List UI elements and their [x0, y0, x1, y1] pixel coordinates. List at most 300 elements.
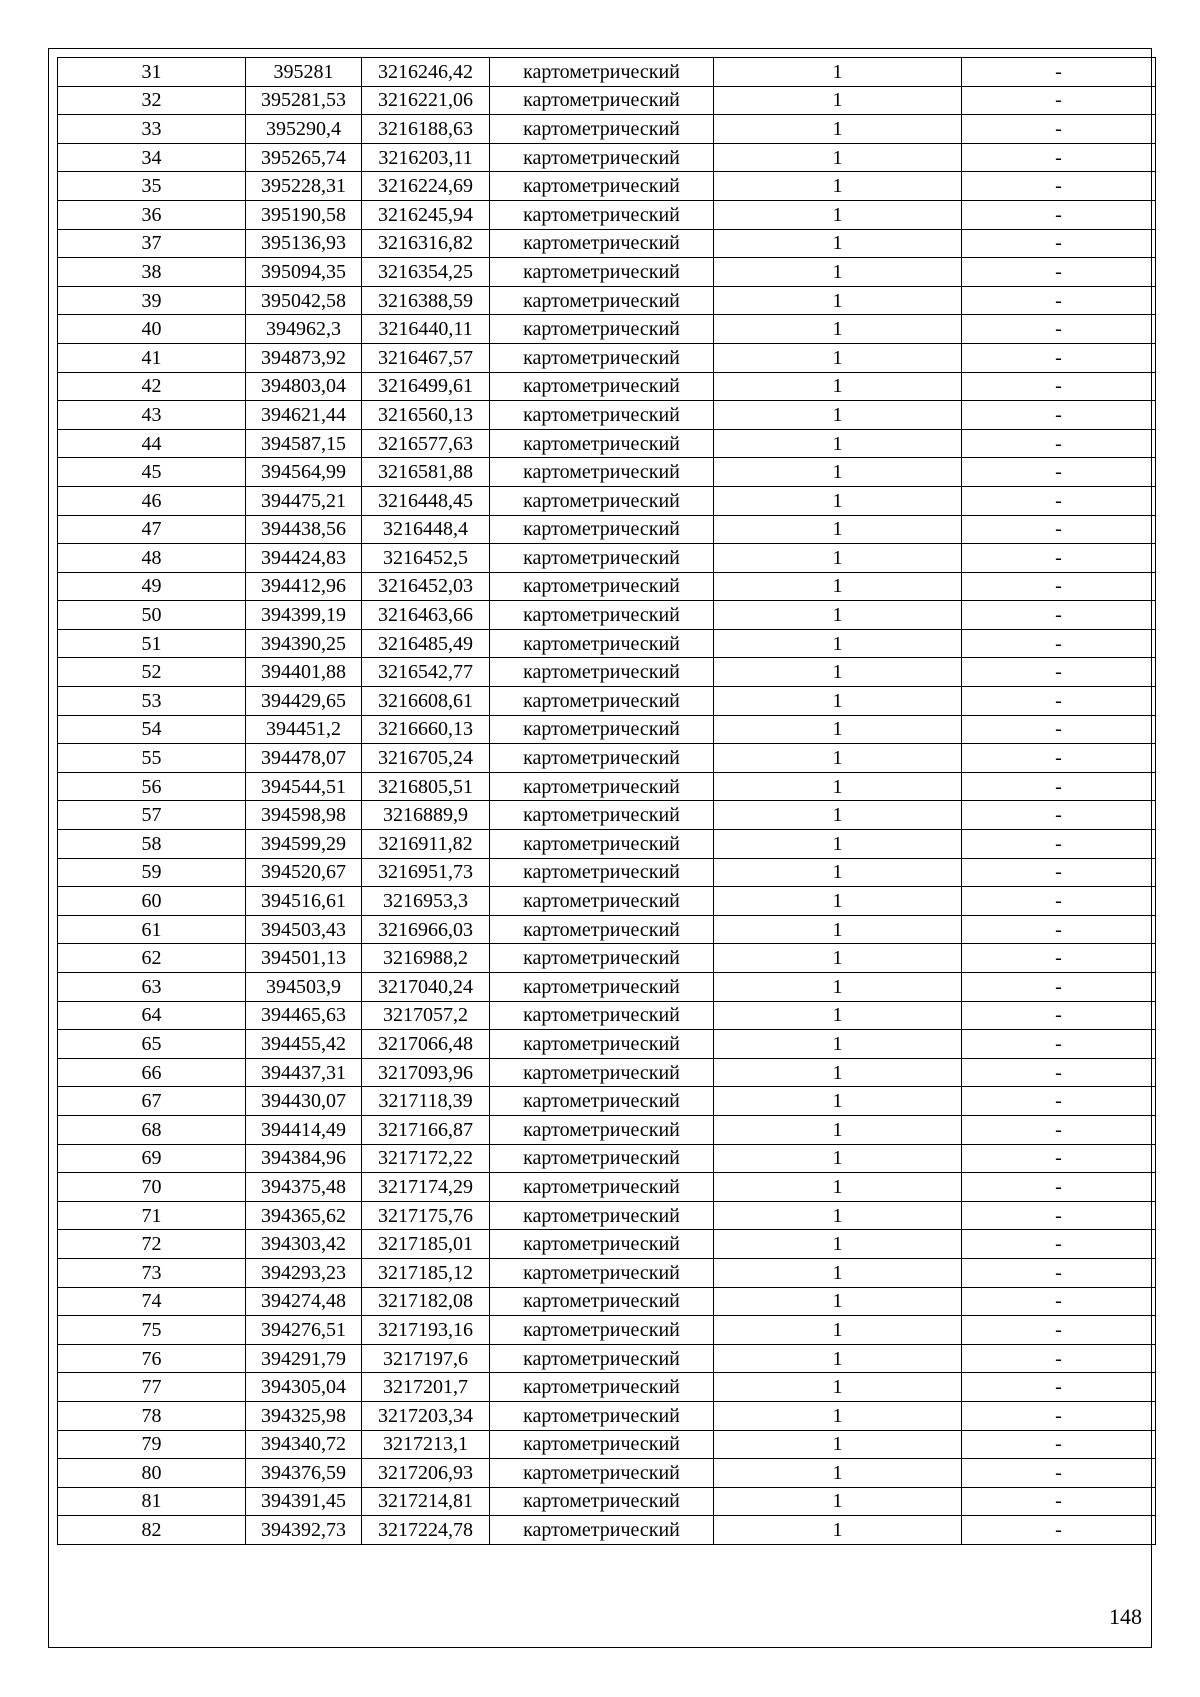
- precision-cell: 1: [714, 1430, 962, 1459]
- precision-cell: 1: [714, 915, 962, 944]
- y-coordinate-cell: 3216316,82: [362, 229, 490, 258]
- x-coordinate-cell: 394340,72: [246, 1430, 362, 1459]
- point-number-cell: 80: [58, 1459, 246, 1488]
- method-cell: картометрический: [490, 286, 714, 315]
- point-number-cell: 67: [58, 1087, 246, 1116]
- description-cell: -: [962, 944, 1156, 973]
- description-cell: -: [962, 1487, 1156, 1516]
- x-coordinate-cell: 395281,53: [246, 86, 362, 115]
- x-coordinate-cell: 394516,61: [246, 887, 362, 916]
- table-row: [58, 1173, 1156, 1202]
- precision-cell: 1: [714, 1459, 962, 1488]
- y-coordinate-cell: 3217174,29: [362, 1173, 490, 1202]
- x-coordinate-cell: 394430,07: [246, 1087, 362, 1116]
- description-cell: -: [962, 486, 1156, 515]
- precision-cell: 1: [714, 1058, 962, 1087]
- precision-cell: 1: [714, 1516, 962, 1545]
- x-coordinate-cell: 394414,49: [246, 1115, 362, 1144]
- description-cell: -: [962, 258, 1156, 287]
- point-number-cell: 38: [58, 258, 246, 287]
- table-row: [58, 887, 1156, 916]
- precision-cell: 1: [714, 1373, 962, 1402]
- point-number-cell: 71: [58, 1201, 246, 1230]
- description-cell: -: [962, 801, 1156, 830]
- table-row: [58, 343, 1156, 372]
- point-number-cell: 33: [58, 115, 246, 144]
- description-cell: -: [962, 1087, 1156, 1116]
- description-cell: -: [962, 1030, 1156, 1059]
- point-number-cell: 59: [58, 858, 246, 887]
- method-cell: картометрический: [490, 1144, 714, 1173]
- table-row: [58, 486, 1156, 515]
- description-cell: -: [962, 858, 1156, 887]
- table-row: [58, 315, 1156, 344]
- y-coordinate-cell: 3217214,81: [362, 1487, 490, 1516]
- y-coordinate-cell: 3217182,08: [362, 1287, 490, 1316]
- method-cell: картометрический: [490, 86, 714, 115]
- table-row: [58, 1201, 1156, 1230]
- description-cell: -: [962, 143, 1156, 172]
- description-cell: -: [962, 515, 1156, 544]
- method-cell: картометрический: [490, 744, 714, 773]
- y-coordinate-cell: 3216463,66: [362, 601, 490, 630]
- x-coordinate-cell: 394503,9: [246, 973, 362, 1002]
- x-coordinate-cell: 394424,83: [246, 544, 362, 573]
- x-coordinate-cell: 394376,59: [246, 1459, 362, 1488]
- y-coordinate-cell: 3217175,76: [362, 1201, 490, 1230]
- y-coordinate-cell: 3217040,24: [362, 973, 490, 1002]
- point-number-cell: 35: [58, 172, 246, 201]
- table-row: [58, 200, 1156, 229]
- precision-cell: 1: [714, 143, 962, 172]
- precision-cell: 1: [714, 1001, 962, 1030]
- point-number-cell: 66: [58, 1058, 246, 1087]
- point-number-cell: 68: [58, 1115, 246, 1144]
- table-row: [58, 858, 1156, 887]
- description-cell: -: [962, 887, 1156, 916]
- table-row: [58, 58, 1156, 87]
- method-cell: картометрический: [490, 1373, 714, 1402]
- method-cell: картометрический: [490, 801, 714, 830]
- table-row: [58, 286, 1156, 315]
- y-coordinate-cell: 3217224,78: [362, 1516, 490, 1545]
- description-cell: -: [962, 744, 1156, 773]
- point-number-cell: 82: [58, 1516, 246, 1545]
- point-number-cell: 36: [58, 200, 246, 229]
- table-row: [58, 1058, 1156, 1087]
- x-coordinate-cell: 394305,04: [246, 1373, 362, 1402]
- y-coordinate-cell: 3216581,88: [362, 458, 490, 487]
- method-cell: картометрический: [490, 58, 714, 87]
- y-coordinate-cell: 3217172,22: [362, 1144, 490, 1173]
- y-coordinate-cell: 3216951,73: [362, 858, 490, 887]
- precision-cell: 1: [714, 1087, 962, 1116]
- description-cell: -: [962, 1401, 1156, 1430]
- y-coordinate-cell: 3217206,93: [362, 1459, 490, 1488]
- y-coordinate-cell: 3216660,13: [362, 715, 490, 744]
- description-cell: -: [962, 830, 1156, 859]
- x-coordinate-cell: 394478,07: [246, 744, 362, 773]
- point-number-cell: 55: [58, 744, 246, 773]
- method-cell: картометрический: [490, 687, 714, 716]
- y-coordinate-cell: 3216452,5: [362, 544, 490, 573]
- table-row: [58, 1115, 1156, 1144]
- precision-cell: 1: [714, 1287, 962, 1316]
- table-row: [58, 401, 1156, 430]
- precision-cell: 1: [714, 458, 962, 487]
- method-cell: картометрический: [490, 1001, 714, 1030]
- description-cell: -: [962, 715, 1156, 744]
- precision-cell: 1: [714, 1230, 962, 1259]
- x-coordinate-cell: 394375,48: [246, 1173, 362, 1202]
- x-coordinate-cell: 394564,99: [246, 458, 362, 487]
- description-cell: -: [962, 772, 1156, 801]
- precision-cell: 1: [714, 1316, 962, 1345]
- precision-cell: 1: [714, 887, 962, 916]
- method-cell: картометрический: [490, 572, 714, 601]
- description-cell: -: [962, 544, 1156, 573]
- description-cell: -: [962, 1144, 1156, 1173]
- description-cell: -: [962, 172, 1156, 201]
- method-cell: картометрический: [490, 315, 714, 344]
- table-row: [58, 687, 1156, 716]
- precision-cell: 1: [714, 858, 962, 887]
- description-cell: -: [962, 1316, 1156, 1345]
- y-coordinate-cell: 3216224,69: [362, 172, 490, 201]
- x-coordinate-cell: 394465,63: [246, 1001, 362, 1030]
- table-row: [58, 572, 1156, 601]
- page-number: 148: [1109, 1604, 1142, 1629]
- table-row: [58, 1144, 1156, 1173]
- x-coordinate-cell: 394276,51: [246, 1316, 362, 1345]
- x-coordinate-cell: 394520,67: [246, 858, 362, 887]
- y-coordinate-cell: 3217193,16: [362, 1316, 490, 1345]
- y-coordinate-cell: 3216705,24: [362, 744, 490, 773]
- y-coordinate-cell: 3216245,94: [362, 200, 490, 229]
- method-cell: картометрический: [490, 486, 714, 515]
- y-coordinate-cell: 3216452,03: [362, 572, 490, 601]
- description-cell: -: [962, 1173, 1156, 1202]
- x-coordinate-cell: 394325,98: [246, 1401, 362, 1430]
- y-coordinate-cell: 3216485,49: [362, 629, 490, 658]
- method-cell: картометрический: [490, 115, 714, 144]
- method-cell: картометрический: [490, 887, 714, 916]
- method-cell: картометрический: [490, 973, 714, 1002]
- y-coordinate-cell: 3216911,82: [362, 830, 490, 859]
- table-row: [58, 172, 1156, 201]
- table-row: [58, 915, 1156, 944]
- table-row: [58, 86, 1156, 115]
- x-coordinate-cell: 394437,31: [246, 1058, 362, 1087]
- x-coordinate-cell: 395228,31: [246, 172, 362, 201]
- x-coordinate-cell: 395094,35: [246, 258, 362, 287]
- point-number-cell: 32: [58, 86, 246, 115]
- description-cell: -: [962, 343, 1156, 372]
- description-cell: -: [962, 401, 1156, 430]
- point-number-cell: 39: [58, 286, 246, 315]
- point-number-cell: 73: [58, 1258, 246, 1287]
- y-coordinate-cell: 3217185,12: [362, 1258, 490, 1287]
- x-coordinate-cell: 395265,74: [246, 143, 362, 172]
- point-number-cell: 45: [58, 458, 246, 487]
- y-coordinate-cell: 3216467,57: [362, 343, 490, 372]
- method-cell: картометрический: [490, 458, 714, 487]
- table-row: [58, 429, 1156, 458]
- y-coordinate-cell: 3217203,34: [362, 1401, 490, 1430]
- precision-cell: 1: [714, 343, 962, 372]
- table-row: [58, 1316, 1156, 1345]
- x-coordinate-cell: 394598,98: [246, 801, 362, 830]
- x-coordinate-cell: 394391,45: [246, 1487, 362, 1516]
- description-cell: -: [962, 687, 1156, 716]
- method-cell: картометрический: [490, 172, 714, 201]
- method-cell: картометрический: [490, 1030, 714, 1059]
- point-number-cell: 41: [58, 343, 246, 372]
- description-cell: -: [962, 1344, 1156, 1373]
- method-cell: картометрический: [490, 1459, 714, 1488]
- point-number-cell: 81: [58, 1487, 246, 1516]
- table-row: [58, 258, 1156, 287]
- table-row: [58, 115, 1156, 144]
- method-cell: картометрический: [490, 544, 714, 573]
- method-cell: картометрический: [490, 229, 714, 258]
- method-cell: картометрический: [490, 372, 714, 401]
- table-row: [58, 772, 1156, 801]
- x-coordinate-cell: 394438,56: [246, 515, 362, 544]
- x-coordinate-cell: 394455,42: [246, 1030, 362, 1059]
- y-coordinate-cell: 3216388,59: [362, 286, 490, 315]
- method-cell: картометрический: [490, 1516, 714, 1545]
- y-coordinate-cell: 3217201,7: [362, 1373, 490, 1402]
- method-cell: картометрический: [490, 1058, 714, 1087]
- table-row: [58, 1258, 1156, 1287]
- precision-cell: 1: [714, 973, 962, 1002]
- point-number-cell: 50: [58, 601, 246, 630]
- description-cell: -: [962, 115, 1156, 144]
- y-coordinate-cell: 3216560,13: [362, 401, 490, 430]
- precision-cell: 1: [714, 629, 962, 658]
- method-cell: картометрический: [490, 601, 714, 630]
- table-row: [58, 973, 1156, 1002]
- method-cell: картометрический: [490, 772, 714, 801]
- x-coordinate-cell: 394544,51: [246, 772, 362, 801]
- point-number-cell: 54: [58, 715, 246, 744]
- y-coordinate-cell: 3217118,39: [362, 1087, 490, 1116]
- point-number-cell: 76: [58, 1344, 246, 1373]
- precision-cell: 1: [714, 658, 962, 687]
- method-cell: картометрический: [490, 1401, 714, 1430]
- point-number-cell: 46: [58, 486, 246, 515]
- method-cell: картометрический: [490, 1344, 714, 1373]
- description-cell: -: [962, 1230, 1156, 1259]
- table-row: [58, 1001, 1156, 1030]
- method-cell: картометрический: [490, 200, 714, 229]
- method-cell: картометрический: [490, 629, 714, 658]
- description-cell: -: [962, 429, 1156, 458]
- method-cell: картометрический: [490, 830, 714, 859]
- point-number-cell: 37: [58, 229, 246, 258]
- x-coordinate-cell: 394412,96: [246, 572, 362, 601]
- table-row: [58, 1287, 1156, 1316]
- x-coordinate-cell: 395136,93: [246, 229, 362, 258]
- method-cell: картометрический: [490, 944, 714, 973]
- description-cell: -: [962, 1001, 1156, 1030]
- precision-cell: 1: [714, 572, 962, 601]
- method-cell: картометрический: [490, 858, 714, 887]
- precision-cell: 1: [714, 1258, 962, 1287]
- description-cell: -: [962, 200, 1156, 229]
- x-coordinate-cell: 394873,92: [246, 343, 362, 372]
- y-coordinate-cell: 3216577,63: [362, 429, 490, 458]
- y-coordinate-cell: 3216221,06: [362, 86, 490, 115]
- table-row: [58, 143, 1156, 172]
- description-cell: -: [962, 1258, 1156, 1287]
- table-row: [58, 515, 1156, 544]
- precision-cell: 1: [714, 544, 962, 573]
- method-cell: картометрический: [490, 1430, 714, 1459]
- precision-cell: 1: [714, 1201, 962, 1230]
- precision-cell: 1: [714, 58, 962, 87]
- y-coordinate-cell: 3216440,11: [362, 315, 490, 344]
- table-row: [58, 544, 1156, 573]
- description-cell: -: [962, 1516, 1156, 1545]
- table-row: [58, 601, 1156, 630]
- precision-cell: 1: [714, 229, 962, 258]
- point-number-cell: 52: [58, 658, 246, 687]
- point-number-cell: 44: [58, 429, 246, 458]
- point-number-cell: 79: [58, 1430, 246, 1459]
- description-cell: -: [962, 915, 1156, 944]
- table-row: [58, 1087, 1156, 1116]
- y-coordinate-cell: 3217057,2: [362, 1001, 490, 1030]
- x-coordinate-cell: 394599,29: [246, 830, 362, 859]
- precision-cell: 1: [714, 715, 962, 744]
- precision-cell: 1: [714, 744, 962, 773]
- y-coordinate-cell: 3216988,2: [362, 944, 490, 973]
- x-coordinate-cell: 394401,88: [246, 658, 362, 687]
- point-number-cell: 56: [58, 772, 246, 801]
- precision-cell: 1: [714, 515, 962, 544]
- method-cell: картометрический: [490, 1258, 714, 1287]
- x-coordinate-cell: 394392,73: [246, 1516, 362, 1545]
- table-row: [58, 1430, 1156, 1459]
- point-number-cell: 65: [58, 1030, 246, 1059]
- y-coordinate-cell: 3216889,9: [362, 801, 490, 830]
- table-row: [58, 229, 1156, 258]
- description-cell: -: [962, 1430, 1156, 1459]
- table-row: [58, 372, 1156, 401]
- x-coordinate-cell: 394475,21: [246, 486, 362, 515]
- y-coordinate-cell: 3216448,45: [362, 486, 490, 515]
- x-coordinate-cell: 394962,3: [246, 315, 362, 344]
- y-coordinate-cell: 3216354,25: [362, 258, 490, 287]
- point-number-cell: 31: [58, 58, 246, 87]
- method-cell: картометрический: [490, 258, 714, 287]
- description-cell: -: [962, 458, 1156, 487]
- x-coordinate-cell: 394291,79: [246, 1344, 362, 1373]
- table-row: [58, 1230, 1156, 1259]
- table-row: [58, 1030, 1156, 1059]
- precision-cell: 1: [714, 772, 962, 801]
- table-row: [58, 715, 1156, 744]
- x-coordinate-cell: 394384,96: [246, 1144, 362, 1173]
- description-cell: -: [962, 1058, 1156, 1087]
- table-row: [58, 1401, 1156, 1430]
- method-cell: картометрический: [490, 429, 714, 458]
- table-row: [58, 629, 1156, 658]
- point-number-cell: 43: [58, 401, 246, 430]
- y-coordinate-cell: 3217166,87: [362, 1115, 490, 1144]
- method-cell: картометрический: [490, 1201, 714, 1230]
- description-cell: -: [962, 601, 1156, 630]
- y-coordinate-cell: 3216953,3: [362, 887, 490, 916]
- table-row: [58, 944, 1156, 973]
- method-cell: картометрический: [490, 343, 714, 372]
- point-number-cell: 74: [58, 1287, 246, 1316]
- table-row: [58, 801, 1156, 830]
- description-cell: -: [962, 1373, 1156, 1402]
- x-coordinate-cell: 395042,58: [246, 286, 362, 315]
- description-cell: -: [962, 315, 1156, 344]
- precision-cell: 1: [714, 200, 962, 229]
- method-cell: картометрический: [490, 515, 714, 544]
- y-coordinate-cell: 3216966,03: [362, 915, 490, 944]
- y-coordinate-cell: 3216188,63: [362, 115, 490, 144]
- point-number-cell: 77: [58, 1373, 246, 1402]
- x-coordinate-cell: 395281: [246, 58, 362, 87]
- x-coordinate-cell: 394451,2: [246, 715, 362, 744]
- point-number-cell: 48: [58, 544, 246, 573]
- description-cell: -: [962, 86, 1156, 115]
- description-cell: -: [962, 572, 1156, 601]
- y-coordinate-cell: 3217213,1: [362, 1430, 490, 1459]
- precision-cell: 1: [714, 401, 962, 430]
- precision-cell: 1: [714, 687, 962, 716]
- precision-cell: 1: [714, 172, 962, 201]
- table-row: [58, 830, 1156, 859]
- method-cell: картометрический: [490, 1230, 714, 1259]
- precision-cell: 1: [714, 601, 962, 630]
- coordinates-table-body: [58, 58, 1156, 1545]
- y-coordinate-cell: 3216448,4: [362, 515, 490, 544]
- precision-cell: 1: [714, 801, 962, 830]
- precision-cell: 1: [714, 1344, 962, 1373]
- x-coordinate-cell: 394429,65: [246, 687, 362, 716]
- point-number-cell: 61: [58, 915, 246, 944]
- point-number-cell: 75: [58, 1316, 246, 1345]
- x-coordinate-cell: 395290,4: [246, 115, 362, 144]
- table-row: [58, 1373, 1156, 1402]
- point-number-cell: 53: [58, 687, 246, 716]
- point-number-cell: 72: [58, 1230, 246, 1259]
- y-coordinate-cell: 3216246,42: [362, 58, 490, 87]
- point-number-cell: 51: [58, 629, 246, 658]
- x-coordinate-cell: 394303,42: [246, 1230, 362, 1259]
- table-row: [58, 458, 1156, 487]
- x-coordinate-cell: 394803,04: [246, 372, 362, 401]
- y-coordinate-cell: 3216805,51: [362, 772, 490, 801]
- method-cell: картометрический: [490, 1316, 714, 1345]
- precision-cell: 1: [714, 486, 962, 515]
- precision-cell: 1: [714, 1173, 962, 1202]
- x-coordinate-cell: 394365,62: [246, 1201, 362, 1230]
- x-coordinate-cell: 394503,43: [246, 915, 362, 944]
- y-coordinate-cell: 3216542,77: [362, 658, 490, 687]
- y-coordinate-cell: 3216608,61: [362, 687, 490, 716]
- table-row: [58, 744, 1156, 773]
- y-coordinate-cell: 3216203,11: [362, 143, 490, 172]
- point-number-cell: 49: [58, 572, 246, 601]
